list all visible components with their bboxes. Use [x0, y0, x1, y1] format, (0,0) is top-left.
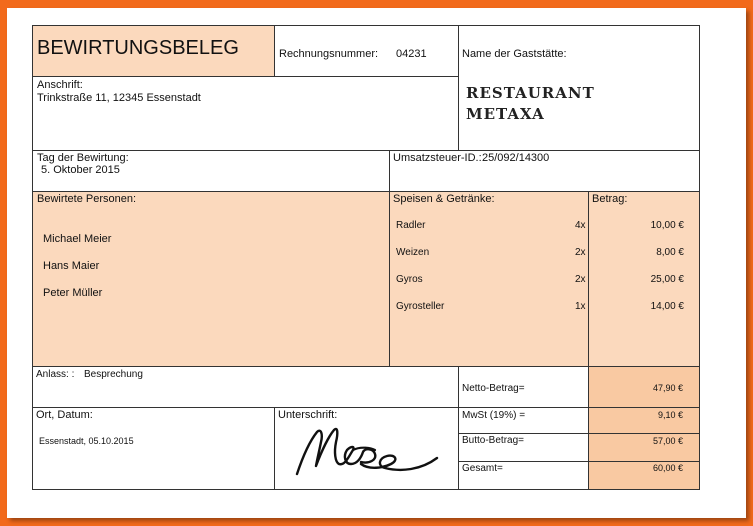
item-amount: 25,00 € [650, 274, 684, 285]
net-label-cell [458, 366, 589, 408]
address-cell [32, 76, 459, 151]
vat-label: MwSt (19%) = [462, 410, 526, 421]
total-label: Gesamt= [462, 463, 503, 474]
tax-id-value: 25/092/14300 [482, 152, 550, 164]
item-amount: 8,00 € [656, 247, 684, 258]
person-name: Michael Meier [43, 233, 112, 245]
gross-value-cell [588, 433, 700, 462]
tax-id-cell [389, 150, 700, 192]
amounts-cell [588, 191, 700, 367]
item-qty: 2x [575, 247, 586, 258]
gross-label: Butto-Betrag= [462, 435, 524, 446]
net-label: Netto-Betrag= [462, 383, 525, 394]
total-value: 60,00 € [652, 463, 683, 473]
tax-id-label: Umsatzsteuer-ID.: [393, 152, 482, 164]
date-cell [32, 150, 390, 192]
handwritten-signature [291, 420, 451, 486]
total-value-cell [588, 461, 700, 490]
date-label: Tag der Bewirtung: [37, 152, 129, 164]
net-value: 47,90 € [652, 383, 683, 393]
item-amount: 14,00 € [650, 301, 684, 312]
item-name: Gyros [396, 274, 423, 285]
item-name: Weizen [396, 247, 430, 258]
restaurant-cell [458, 25, 700, 151]
vat-label-cell [458, 407, 589, 434]
signature-label: Unterschrift: [278, 409, 338, 421]
invoice-cell [274, 25, 459, 77]
signature-cell [274, 407, 459, 490]
occasion-label: Anlass: : [36, 369, 75, 380]
place-date-label: Ort, Datum: [36, 409, 93, 421]
person-name: Hans Maier [43, 260, 100, 272]
items-label: Speisen & Getränke: [393, 193, 495, 205]
item-name: Gyrosteller [396, 301, 445, 312]
address-label: Anschrift: [37, 79, 83, 91]
occasion-value: Besprechung [84, 369, 143, 380]
place-date-value: Essenstadt, 05.10.2015 [39, 436, 134, 446]
item-qty: 1x [575, 301, 586, 312]
items-cell [389, 191, 589, 367]
item-amount: 10,00 € [650, 220, 684, 231]
document-title: BEWIRTUNGSBELEG [37, 37, 239, 59]
item-qty: 4x [575, 220, 586, 231]
address-value: Trinkstraße 11, 12345 Essenstadt [37, 92, 201, 104]
total-label-cell [458, 461, 589, 490]
net-value-cell [588, 366, 700, 408]
amount-label: Betrag: [592, 193, 628, 205]
item-name: Radler [396, 220, 426, 231]
title-cell [32, 25, 275, 77]
person-name: Peter Müller [43, 287, 103, 299]
date-value: 5. Oktober 2015 [41, 164, 120, 176]
restaurant-label: Name der Gaststätte: [462, 48, 567, 60]
item-qty: 2x [575, 274, 586, 285]
place-date-cell [32, 407, 275, 490]
persons-label: Bewirtete Personen: [37, 193, 137, 205]
occasion-cell [32, 366, 459, 408]
vat-value: 9,10 € [657, 410, 683, 420]
receipt-paper [7, 8, 746, 518]
gross-label-cell [458, 433, 589, 462]
invoice-label: Rechnungsnummer: [279, 48, 379, 60]
restaurant-name-line2: METAXA [466, 105, 545, 123]
receipt-form [32, 25, 700, 490]
vat-value-cell [588, 407, 700, 434]
persons-cell [32, 191, 390, 367]
restaurant-name-line1: RESTAURANT [466, 84, 595, 102]
invoice-number: 04231 [396, 48, 427, 60]
gross-value: 57,00 € [652, 436, 683, 446]
